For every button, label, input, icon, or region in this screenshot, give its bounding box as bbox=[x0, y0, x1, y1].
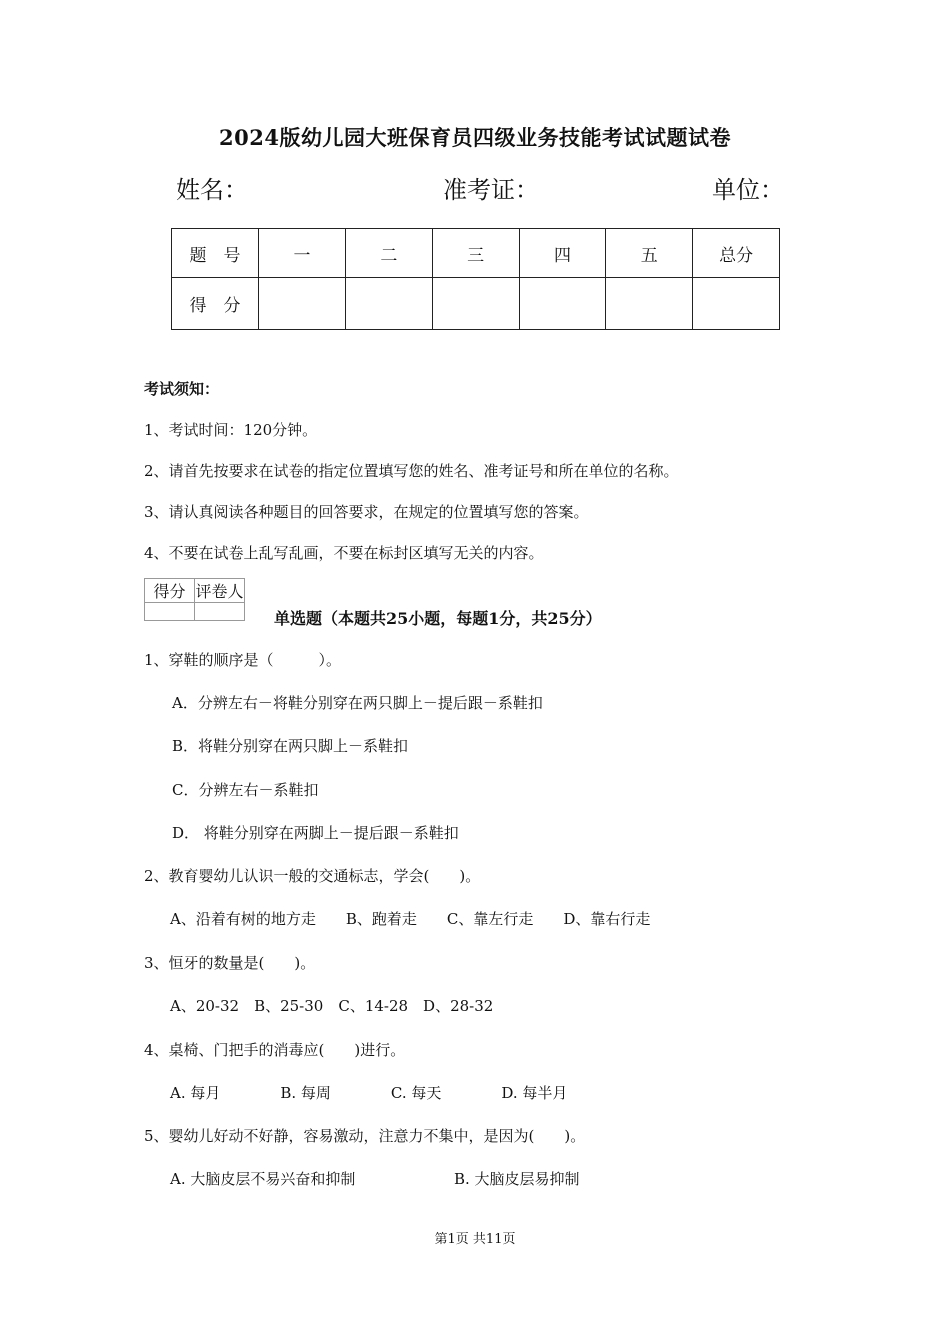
score-table bbox=[171, 228, 780, 330]
score-cell[interactable] bbox=[345, 278, 432, 330]
question-options: A. 每月 B. 每周 C. 每天 D. 每半月 bbox=[170, 1084, 568, 1102]
grader-score-cell[interactable] bbox=[145, 603, 195, 621]
question-option: A．分辨左右－将鞋分别穿在两只脚上－提后跟－系鞋扣 bbox=[172, 694, 543, 712]
grader-score-label: 得分 bbox=[145, 579, 195, 603]
grader-table bbox=[144, 578, 245, 621]
question-stem: 4、桌椅、门把手的消毒应( )进行。 bbox=[144, 1041, 406, 1059]
notice-item: 2、请首先按要求在试卷的指定位置填写您的姓名、准考证号和所在单位的名称。 bbox=[144, 462, 679, 480]
notice-item: 4、不要在试卷上乱写乱画，不要在标封区填写无关的内容。 bbox=[144, 544, 544, 562]
grader-name-label: 评卷人 bbox=[195, 579, 245, 603]
question-option: D． 将鞋分别穿在两脚上－提后跟－系鞋扣 bbox=[172, 824, 459, 842]
question-stem: 3、恒牙的数量是( )。 bbox=[144, 954, 316, 972]
notice-heading: 考试须知： bbox=[144, 380, 220, 398]
page-footer: 第1页 共11页 bbox=[434, 1232, 516, 1247]
section-title: 单选题（本题共25小题，每题1分，共25分） bbox=[274, 609, 602, 628]
unit-field-label: 单位： bbox=[712, 176, 784, 204]
question-option: C．分辨左右－系鞋扣 bbox=[172, 781, 319, 799]
name-field-label: 姓名： bbox=[176, 176, 248, 204]
score-header-cell: 总分 bbox=[693, 229, 780, 278]
score-cell[interactable] bbox=[693, 278, 780, 330]
score-cell[interactable] bbox=[519, 278, 606, 330]
question-stem: 1、穿鞋的顺序是（ ）。 bbox=[144, 651, 342, 669]
score-header-cell: 四 bbox=[519, 229, 606, 278]
notice-item: 1、考试时间：120分钟。 bbox=[144, 421, 318, 439]
grader-name-cell[interactable] bbox=[195, 603, 245, 621]
question-option: B. 大脑皮层易抑制 bbox=[454, 1170, 580, 1188]
score-header-cell: 五 bbox=[606, 229, 693, 278]
exam-id-field-label: 准考证： bbox=[443, 176, 539, 204]
question-stem: 5、婴幼儿好动不好静，容易激动，注意力不集中，是因为( )。 bbox=[144, 1127, 586, 1145]
page-title: 2024版幼儿园大班保育员四级业务技能考试试题试卷 bbox=[219, 125, 731, 150]
question-options: A、20-32 B、25-30 C、14-28 D、28-32 bbox=[170, 997, 494, 1015]
score-header-cell: 题 号 bbox=[172, 229, 259, 278]
question-option: B．将鞋分别穿在两只脚上－系鞋扣 bbox=[172, 737, 409, 755]
question-option: A. 大脑皮层不易兴奋和抑制 bbox=[170, 1170, 356, 1188]
score-row-label: 得 分 bbox=[172, 278, 259, 330]
score-header-cell: 一 bbox=[259, 229, 346, 278]
score-header-cell: 二 bbox=[345, 229, 432, 278]
question-options: A、沿着有树的地方走 B、跑着走 C、靠左行走 D、靠右行走 bbox=[170, 910, 651, 928]
score-cell[interactable] bbox=[259, 278, 346, 330]
score-cell[interactable] bbox=[432, 278, 519, 330]
question-stem: 2、教育婴幼儿认识一般的交通标志，学会( )。 bbox=[144, 867, 481, 885]
score-cell[interactable] bbox=[606, 278, 693, 330]
notice-item: 3、请认真阅读各种题目的回答要求，在规定的位置填写您的答案。 bbox=[144, 503, 589, 521]
score-header-cell: 三 bbox=[432, 229, 519, 278]
